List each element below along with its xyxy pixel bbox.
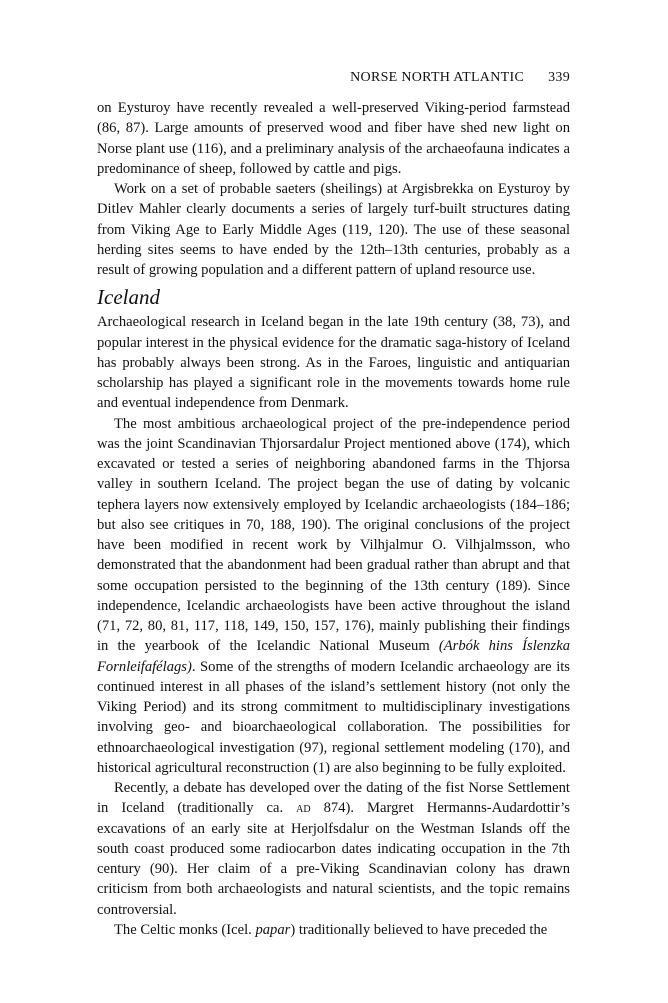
paragraph-text: 874). Margret Hermanns-Audardottir’s excavations of an early site at Herjolfsdalur on the Westman Islands off the south coast produced some radiocarbon dates indicating occupation in the 7th century (90). Her claim of a pre-Viking Scandinavian colony has drawn criticism from both archaeologists and natural scientists, and the topic remains controversial. xyxy=(97,800,570,918)
paragraph-text: The most ambitious archaeological project of the pre-independence period was the joint Scandinavian Thjorsardalur Project mentioned above (174), which excavated or tested a series of neighboring abandoned farms in the Thjorsa valley in southern Iceland. The project began the use of dating by volcanic tephera layers now extensively employed by Icelandic archaeologists (184–186; but also see critiques in 70, 188, 190). The original conclusions of the project have been modified in recent work by Vilhjalmur O. Vilhjalmsson, who demonstrated that the abandonment had been gradual rather than abrupt and that some occupation persisted to the beginning of the 13th century (189). Since independence, Icelandic archaeologists have been active throughout the island (71, 72, 80, 81, 117, 118, 149, 150, 157, 176), mainly publishing their findings in the yearbook of the Icelandic National Museum xyxy=(97,415,570,655)
paragraph-celtic-monks xyxy=(97,920,570,940)
paragraph-text: ) traditionally believed to have preceded the xyxy=(290,921,548,938)
paragraph-settlement-dating xyxy=(97,778,570,920)
yearbook-title: (Arbók hins Íslenzka Fornleifafélags) xyxy=(97,638,570,675)
running-head-title: NORSE NORTH ATLANTIC xyxy=(350,70,525,85)
paragraph-thjorsardalur-project xyxy=(97,414,570,779)
paragraph-text: . Some of the strengths of modern Icelandic archaeology are its continued interest in all phases of the island’s settlement history (not only the Viking Period) and its strong commitment to multidisciplinary investigations involving geo- and bioarchaeological collaboration. The possibilities for ethnoarchaeological investigation (97), regional settlement modeling (170), and historical agricultural reconstruction (1) are also beginning to be fully exploited. xyxy=(97,658,570,776)
paragraph-iceland-intro: Archaeological research in Iceland began in the late 19th century (38, 73), and popular interest in the physical evidence for the dramatic saga-history of Iceland has probably always been strong. As in the Faroes, linguistic and antiquarian scholarship has played a significant role in the movements towards home rule and eventual independence from Denmark. xyxy=(97,314,570,412)
paragraph-faroes-farmstead: on Eysturoy have recently revealed a well-preserved Viking-period farmstead (86, 87). Large amounts of preserved wood and fiber have shed new light on Norse plant use (116), and a preliminary analysis of the archaeofauna indicates a predominance of sheep, followed by cattle and pigs. xyxy=(97,100,570,177)
paragraph-text: Recently, a debate has developed over the dating of the fist Norse Settlement in Iceland (traditionally ca. xyxy=(97,780,570,817)
paragraph-text: The Celtic monks (Icel. xyxy=(114,921,256,938)
page-number: 339 xyxy=(548,70,570,85)
papar-term: papar xyxy=(255,921,291,938)
running-head xyxy=(97,70,570,86)
section-heading-iceland: Iceland xyxy=(97,285,160,310)
body-text xyxy=(97,98,570,940)
era-abbreviation: ad xyxy=(296,800,311,817)
paragraph-faroes-saeters: Work on a set of probable saeters (sheilings) at Argisbrekka on Eysturoy by Ditlev Mahler clearly documents a series of largely turf-built structures dating from Viking Age to Early Middle Ages (119, 120). The use of these seasonal herding sites seems to have ended by the 12th–13th centuries, probably as a result of growing population and a different pattern of upland resource use. xyxy=(97,181,570,278)
